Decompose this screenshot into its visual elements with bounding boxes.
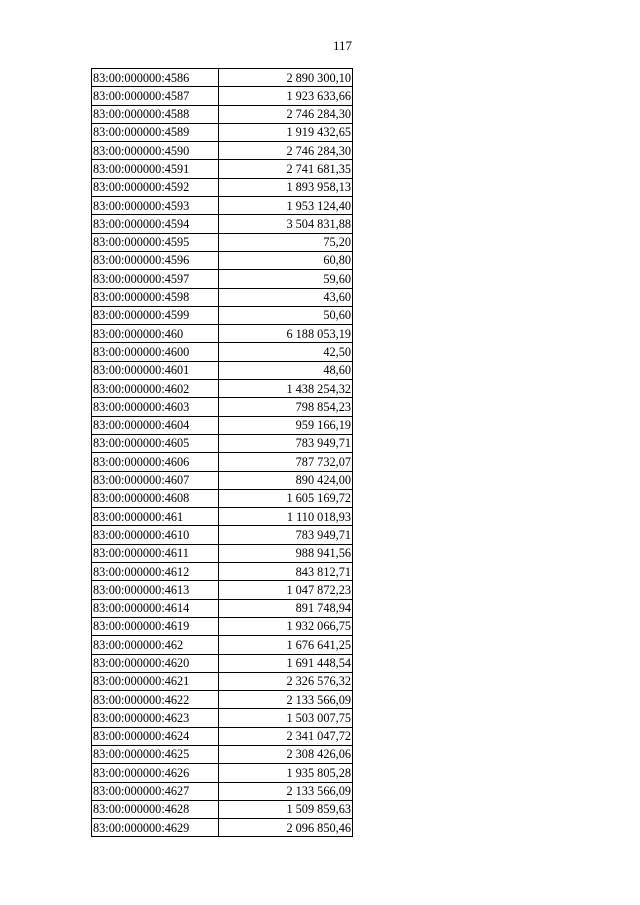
cadastral-number-cell: 83:00:000000:4621	[92, 672, 219, 690]
cadastral-number-cell: 83:00:000000:4586	[92, 69, 219, 87]
table-row	[92, 343, 353, 361]
cadastral-number-cell: 83:00:000000:4626	[92, 764, 219, 782]
table-row	[92, 581, 353, 599]
table-row	[92, 819, 353, 837]
cadastral-number-cell: 83:00:000000:4599	[92, 306, 219, 324]
table-row	[92, 197, 353, 215]
cadastral-number-cell: 83:00:000000:4605	[92, 434, 219, 452]
table-row	[92, 800, 353, 818]
cadastral-number-cell: 83:00:000000:4592	[92, 178, 219, 196]
cadastral-number-cell: 83:00:000000:460	[92, 325, 219, 343]
table-row	[92, 361, 353, 379]
value-cell: 843 812,71	[219, 563, 353, 581]
table-row	[92, 251, 353, 269]
cadastral-number-cell: 83:00:000000:4611	[92, 544, 219, 562]
cadastral-number-cell: 83:00:000000:4627	[92, 782, 219, 800]
value-cell: 1 503 007,75	[219, 709, 353, 727]
table-row	[92, 544, 353, 562]
value-cell: 1 893 958,13	[219, 178, 353, 196]
value-cell: 798 854,23	[219, 398, 353, 416]
table-row	[92, 489, 353, 507]
value-cell: 891 748,94	[219, 599, 353, 617]
value-cell: 2 133 566,09	[219, 782, 353, 800]
table-row	[92, 453, 353, 471]
value-cell: 1 953 124,40	[219, 197, 353, 215]
table-row	[92, 508, 353, 526]
value-cell: 1 691 448,54	[219, 654, 353, 672]
cadastral-number-cell: 83:00:000000:4612	[92, 563, 219, 581]
value-cell: 59,60	[219, 270, 353, 288]
value-cell: 6 188 053,19	[219, 325, 353, 343]
cadastral-number-cell: 83:00:000000:462	[92, 636, 219, 654]
cadastral-number-cell: 83:00:000000:4613	[92, 581, 219, 599]
value-cell: 783 949,71	[219, 526, 353, 544]
cadastral-number-cell: 83:00:000000:4601	[92, 361, 219, 379]
table-row	[92, 160, 353, 178]
value-cell: 43,60	[219, 288, 353, 306]
value-cell: 988 941,56	[219, 544, 353, 562]
value-cell: 787 732,07	[219, 453, 353, 471]
table-row	[92, 636, 353, 654]
cadastral-number-cell: 83:00:000000:4604	[92, 416, 219, 434]
table-row	[92, 87, 353, 105]
value-cell: 42,50	[219, 343, 353, 361]
cadastral-number-cell: 83:00:000000:4608	[92, 489, 219, 507]
cadastral-number-cell: 83:00:000000:4591	[92, 160, 219, 178]
value-cell: 1 605 169,72	[219, 489, 353, 507]
cadastral-number-cell: 83:00:000000:4595	[92, 233, 219, 251]
cadastral-value-table	[91, 68, 353, 837]
table-row	[92, 123, 353, 141]
value-cell: 3 504 831,88	[219, 215, 353, 233]
value-cell: 1 935 805,28	[219, 764, 353, 782]
table-row	[92, 434, 353, 452]
table-row	[92, 782, 353, 800]
cadastral-number-cell: 83:00:000000:4625	[92, 745, 219, 763]
table-row	[92, 233, 353, 251]
table-row	[92, 416, 353, 434]
cadastral-number-cell: 83:00:000000:4598	[92, 288, 219, 306]
table-row	[92, 654, 353, 672]
value-cell: 2 741 681,35	[219, 160, 353, 178]
table-row	[92, 471, 353, 489]
table-row	[92, 599, 353, 617]
cadastral-number-cell: 83:00:000000:4628	[92, 800, 219, 818]
cadastral-number-cell: 83:00:000000:4624	[92, 727, 219, 745]
cadastral-number-cell: 83:00:000000:4620	[92, 654, 219, 672]
cadastral-number-cell: 83:00:000000:4597	[92, 270, 219, 288]
value-cell: 1 919 432,65	[219, 123, 353, 141]
cadastral-number-cell: 83:00:000000:4629	[92, 819, 219, 837]
table-row	[92, 306, 353, 324]
value-cell: 75,20	[219, 233, 353, 251]
value-cell: 1 509 859,63	[219, 800, 353, 818]
page-number: 117	[333, 38, 353, 53]
value-cell: 60,80	[219, 251, 353, 269]
cadastral-number-cell: 83:00:000000:4622	[92, 691, 219, 709]
table-row	[92, 672, 353, 690]
value-cell: 48,60	[219, 361, 353, 379]
cadastral-number-cell: 83:00:000000:461	[92, 508, 219, 526]
table-row	[92, 325, 353, 343]
value-cell: 50,60	[219, 306, 353, 324]
table-row	[92, 288, 353, 306]
cadastral-number-cell: 83:00:000000:4602	[92, 380, 219, 398]
value-cell: 2 890 300,10	[219, 69, 353, 87]
table-row	[92, 764, 353, 782]
cadastral-number-cell: 83:00:000000:4588	[92, 105, 219, 123]
value-cell: 959 166,19	[219, 416, 353, 434]
table-body	[92, 69, 353, 837]
value-cell: 1 047 872,23	[219, 581, 353, 599]
table-row	[92, 69, 353, 87]
cadastral-number-cell: 83:00:000000:4607	[92, 471, 219, 489]
cadastral-number-cell: 83:00:000000:4596	[92, 251, 219, 269]
cadastral-number-cell: 83:00:000000:4619	[92, 617, 219, 635]
value-cell: 1 438 254,32	[219, 380, 353, 398]
cadastral-number-cell: 83:00:000000:4610	[92, 526, 219, 544]
table-row	[92, 745, 353, 763]
table-row	[92, 178, 353, 196]
cadastral-number-cell: 83:00:000000:4623	[92, 709, 219, 727]
table-row	[92, 526, 353, 544]
value-cell: 2 308 426,06	[219, 745, 353, 763]
table-row	[92, 727, 353, 745]
cadastral-number-cell: 83:00:000000:4600	[92, 343, 219, 361]
cadastral-number-cell: 83:00:000000:4593	[92, 197, 219, 215]
value-cell: 783 949,71	[219, 434, 353, 452]
table-row	[92, 563, 353, 581]
value-cell: 1 110 018,93	[219, 508, 353, 526]
cadastral-number-cell: 83:00:000000:4603	[92, 398, 219, 416]
table-row	[92, 380, 353, 398]
value-cell: 2 326 576,32	[219, 672, 353, 690]
value-cell: 1 932 066,75	[219, 617, 353, 635]
table-row	[92, 617, 353, 635]
table-row	[92, 709, 353, 727]
table-row	[92, 105, 353, 123]
table-row	[92, 215, 353, 233]
value-cell: 1 923 633,66	[219, 87, 353, 105]
table-row	[92, 270, 353, 288]
cadastral-number-cell: 83:00:000000:4587	[92, 87, 219, 105]
value-cell: 2 746 284,30	[219, 142, 353, 160]
cadastral-number-cell: 83:00:000000:4589	[92, 123, 219, 141]
value-cell: 2 096 850,46	[219, 819, 353, 837]
value-cell: 2 746 284,30	[219, 105, 353, 123]
table-row	[92, 691, 353, 709]
value-cell: 2 341 047,72	[219, 727, 353, 745]
value-cell: 2 133 566,09	[219, 691, 353, 709]
cadastral-number-cell: 83:00:000000:4590	[92, 142, 219, 160]
table-row	[92, 398, 353, 416]
cadastral-number-cell: 83:00:000000:4594	[92, 215, 219, 233]
value-cell: 1 676 641,25	[219, 636, 353, 654]
value-cell: 890 424,00	[219, 471, 353, 489]
cadastral-number-cell: 83:00:000000:4614	[92, 599, 219, 617]
cadastral-number-cell: 83:00:000000:4606	[92, 453, 219, 471]
table-row	[92, 142, 353, 160]
